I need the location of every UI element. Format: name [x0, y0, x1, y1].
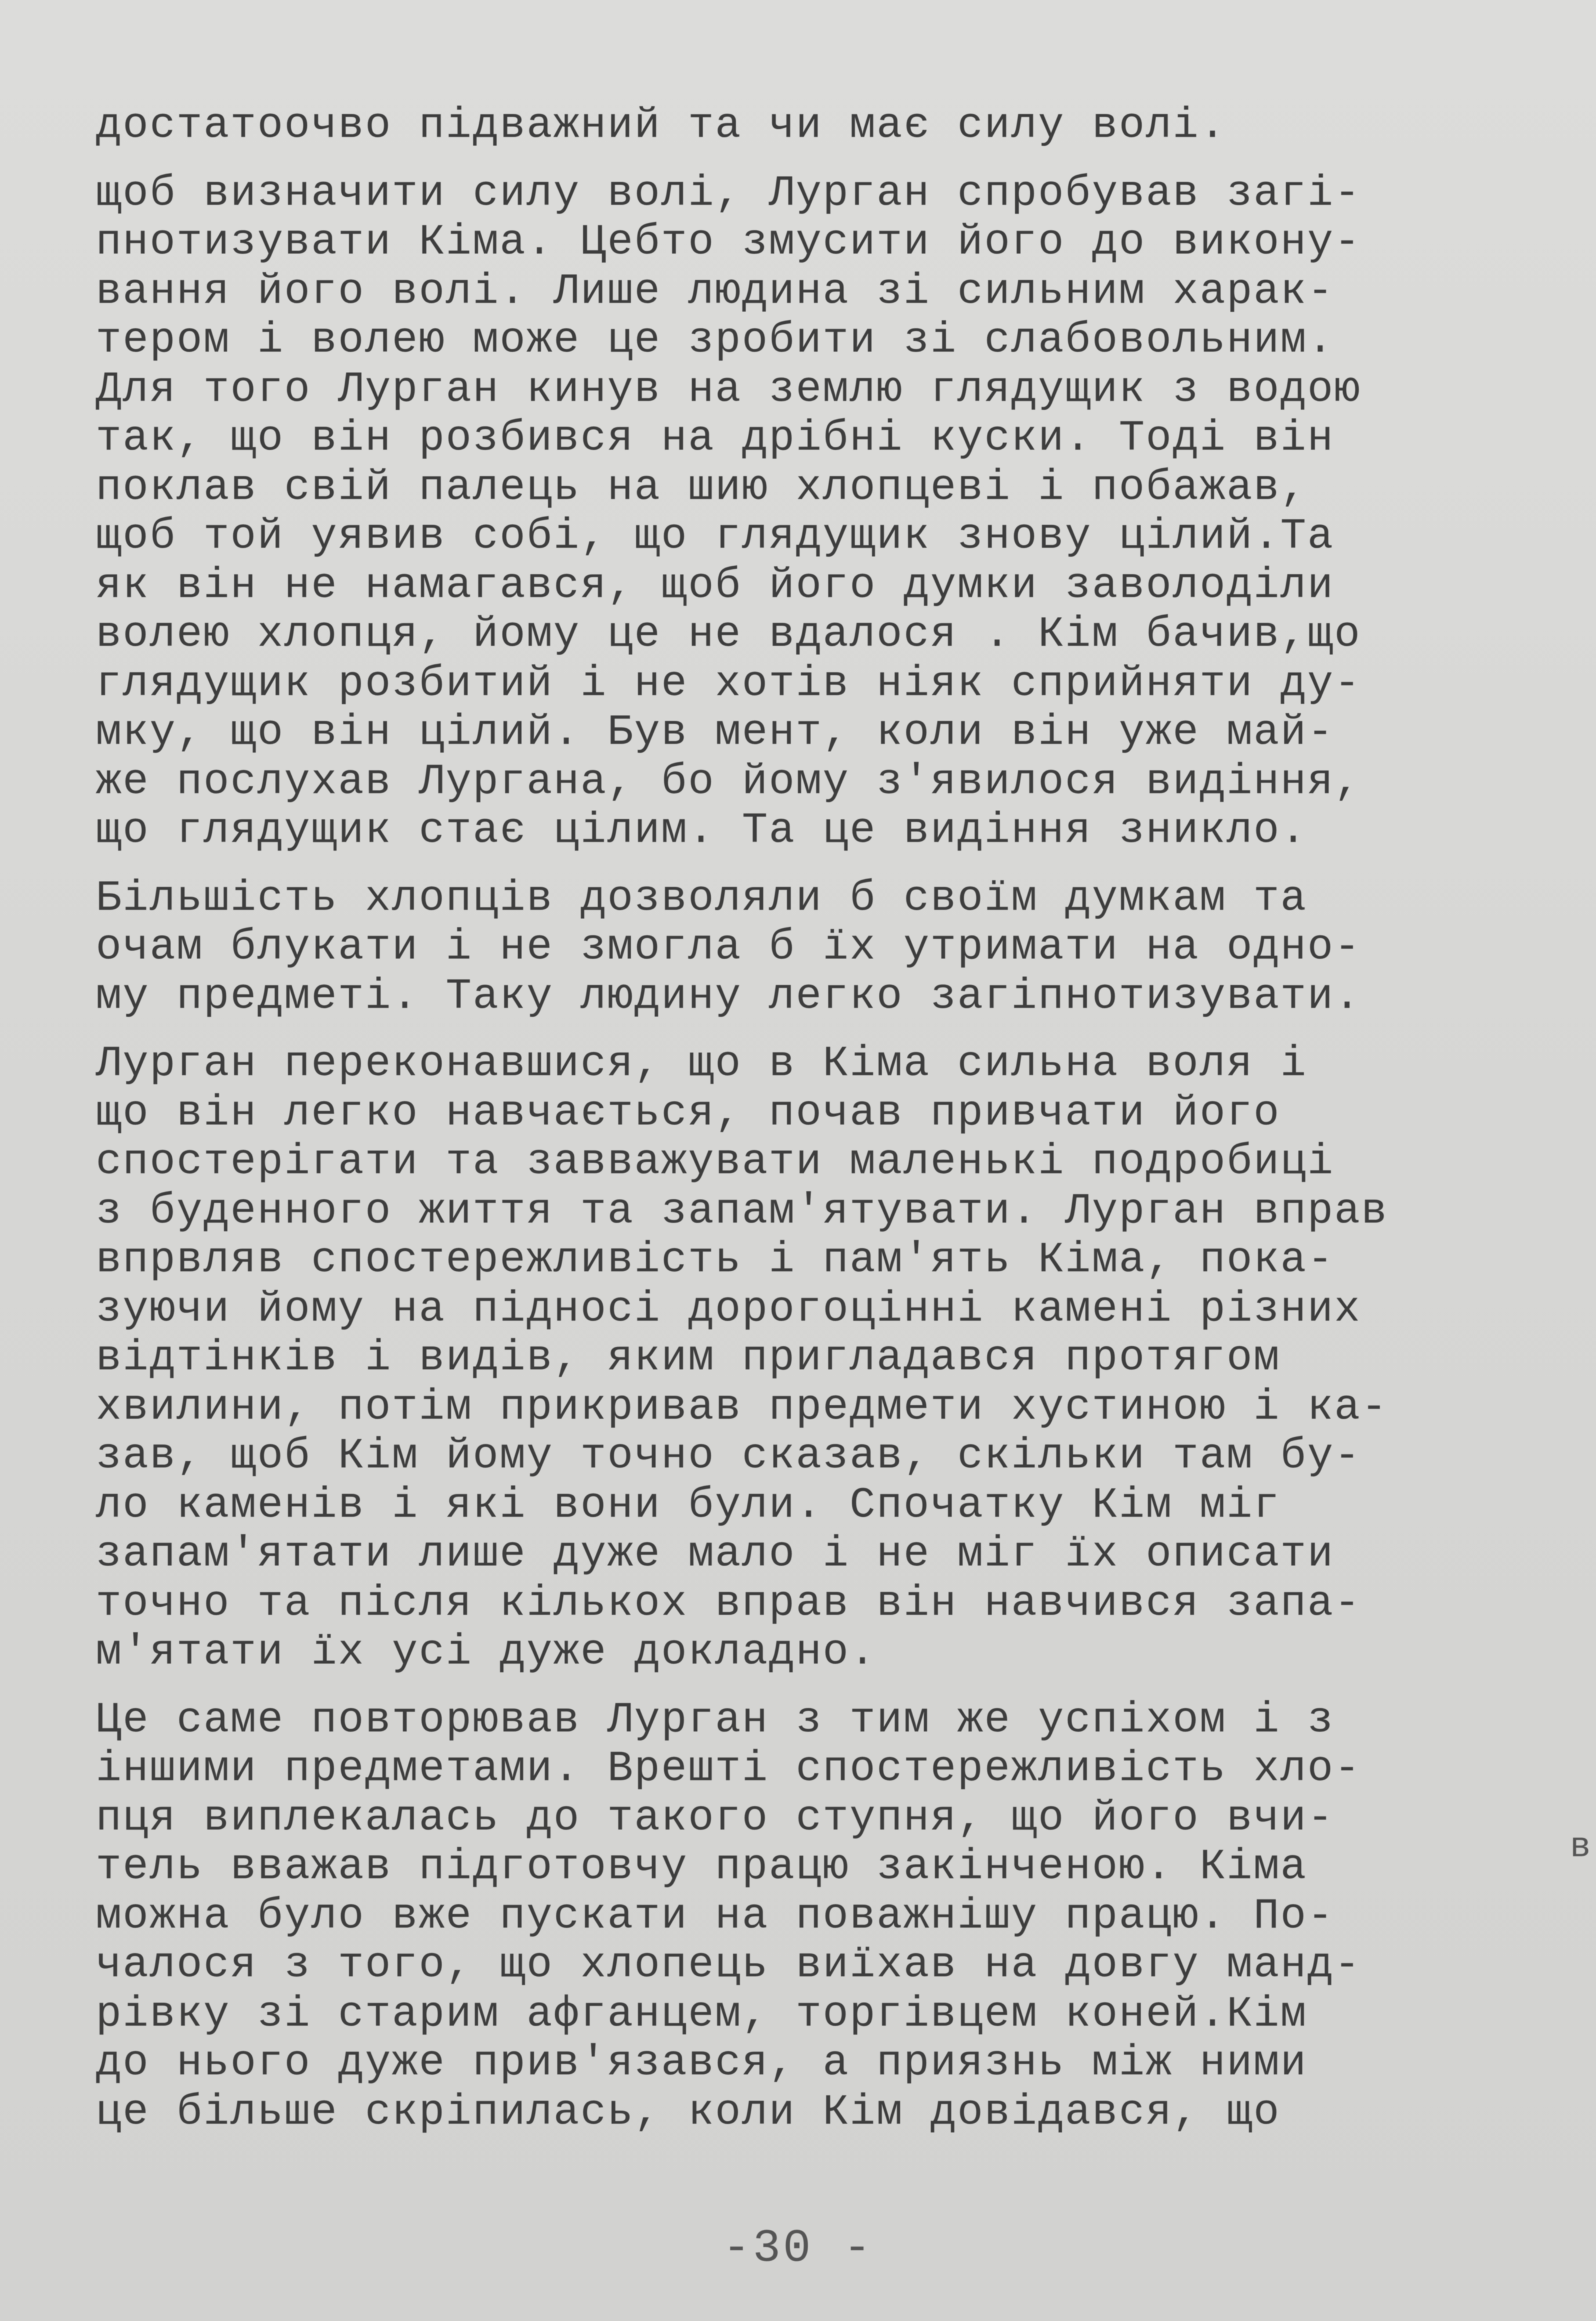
- text-line: чалося з того, що хлопець виїхав на довгу манд-: [96, 1941, 1362, 1990]
- text-line: Більшість хлопців дозволяли б своїм думкам та: [96, 874, 1308, 923]
- paragraph-2: [96, 169, 1488, 856]
- paragraph-5: [96, 1696, 1488, 2138]
- text-line: рівку зі старим афганцем, торгівцем коней.Кім: [96, 1990, 1308, 2039]
- text-line: вання його волі. Лише людина зі сильним харак-: [96, 267, 1334, 316]
- text-line: точно та після кількох вправ він навчився запа-: [96, 1579, 1362, 1628]
- text-line: що він легко навчається, почав привчати його: [96, 1089, 1280, 1138]
- text-line: зав, щоб Кім йому точно сказав, скільки там бу-: [96, 1432, 1362, 1481]
- text-line: глядущик розбитий і не хотів ніяк сприйняти ду-: [96, 659, 1362, 708]
- text-line: Лурган переконавшися, що в Кіма сильна воля і: [96, 1040, 1308, 1089]
- text-line: впрвляв спостережливість і пам'ять Кіма, пока-: [96, 1236, 1334, 1285]
- text-line: відтінків і видів, яким пригладався протягом: [96, 1334, 1280, 1383]
- margin-mark: в: [1570, 1828, 1591, 1867]
- paragraph-3: [96, 874, 1488, 1022]
- text-line: му предметі. Таку людину легко загіпнотизувати.: [96, 972, 1362, 1021]
- text-line: пця виплекалась до такого ступня, що його вчи-: [96, 1794, 1334, 1843]
- text-line: достатоочво підважний та чи має силу волі.: [96, 102, 1227, 150]
- text-line: Це саме повторював Лурган з тим же успіхом і з: [96, 1695, 1334, 1745]
- text-line: очам блукати і не змогла б їх утримати на одно-: [96, 923, 1362, 972]
- text-line: з буденного життя та запам'ятувати. Лурган вправ: [96, 1187, 1388, 1236]
- text-line: тером і волею може це зробити зі слабовольним.: [96, 316, 1334, 365]
- text-line: це більше скріпилась, коли Кім довідався, що: [96, 2088, 1280, 2137]
- paragraph-4: [96, 1040, 1488, 1678]
- text-line: мку, що він цілий. Був мент, коли він уже май-: [96, 708, 1334, 757]
- text-line: що глядущик стає цілим. Та це видіння зникло.: [96, 807, 1308, 855]
- text-line: м'ятати їх усі дуже докладно.: [96, 1628, 877, 1677]
- page-number: -30 -: [722, 2222, 874, 2275]
- text-line: щоб той уявив собі, що глядущик знову цілий.Та: [96, 512, 1334, 561]
- text-line: же послухав Лургана, бо йому з'явилося видіння,: [96, 757, 1362, 807]
- text-line: щоб визначити силу волі, Лурган спробував загі-: [96, 169, 1362, 218]
- text-line: зуючи йому на підносі дорогоцінні камені різних: [96, 1285, 1362, 1334]
- text-line: іншими предметами. Врешті спостережливість хло-: [96, 1745, 1362, 1794]
- text-line: можна було вже пускати на поважнішу працю. По-: [96, 1892, 1334, 1941]
- text-line: пнотизувати Кіма. Цебто змусити його до викону-: [96, 218, 1362, 267]
- text-line: запам'ятати лише дуже мало і не міг їх описати: [96, 1530, 1334, 1579]
- text-line: ло каменів і які вони були. Спочатку Кім міг: [96, 1481, 1280, 1530]
- text-line: так, що він розбився на дрібні куски. Тоді він: [96, 414, 1334, 463]
- text-line: до нього дуже прив'язався, а приязнь між ними: [96, 2039, 1308, 2088]
- text-line: поклав свій палець на шию хлопцеві і побажав,: [96, 463, 1308, 512]
- text-line: як він не намагався, щоб його думки заволоділи: [96, 561, 1334, 610]
- text-line: тель вважав підготовчу працю закінченою. Кіма: [96, 1843, 1308, 1892]
- text-line: Для того Лурган кинув на землю глядущик з водою: [96, 365, 1362, 414]
- body-text: [96, 102, 1488, 2156]
- text-line: хвилини, потім прикривав предмети хустиною і ка-: [96, 1383, 1388, 1432]
- text-line: волею хлопця, йому це не вдалося . Кім бачив,що: [96, 610, 1362, 659]
- paragraph-1: [96, 102, 1488, 151]
- text-line: спостерігати та завважувати маленькі подробиці: [96, 1138, 1334, 1187]
